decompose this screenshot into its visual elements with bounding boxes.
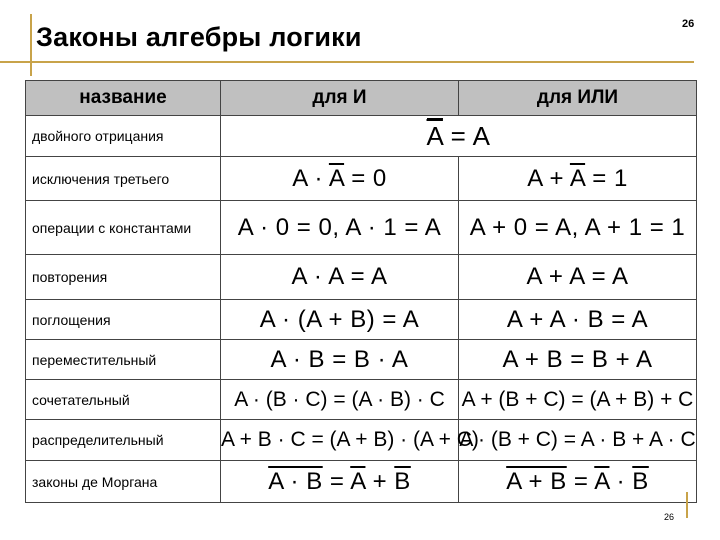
table-row [26, 340, 697, 380]
law-formula-or: A + 0 = A, A + 1 = 1 [459, 201, 697, 255]
table-row [26, 157, 697, 201]
law-formula-and: A + B · C = (A + B) · (A + C) [221, 420, 459, 461]
law-formula-or: $A + \overline{A} = 1$ [459, 157, 697, 201]
logic-laws-table [25, 80, 697, 503]
law-formula-and: A · (A + B) = A [221, 300, 459, 340]
law-formula-and: A · (B · C) = (A · B) · C [221, 380, 459, 420]
page-number-bottom: 26 [664, 512, 675, 522]
law-formula-and: A · B = B · A [221, 340, 459, 380]
law-formula-or: A + (B + C) = (A + B) + C [459, 380, 697, 420]
law-formula-or: A + A = A [459, 255, 697, 300]
law-name: поглощения [26, 300, 221, 340]
law-formula-and: $A \cdot B = \overline{A} + \overline{B}$ [221, 461, 459, 503]
footer-accent-vertical [686, 492, 688, 518]
table-row [26, 255, 697, 300]
law-formula-or: A · (B + C) = A · B + A · C [459, 420, 697, 461]
law-name: повторения [26, 255, 221, 300]
table-row [26, 300, 697, 340]
law-name: операции с константами [26, 201, 221, 255]
law-name: распределительный [26, 420, 221, 461]
law-formula-and: A · 0 = 0, A · 1 = A [221, 201, 459, 255]
law-name: исключения третьего [26, 157, 221, 201]
table-row [26, 461, 697, 503]
table-row [26, 380, 697, 420]
law-formula-or: A + A · B = A [459, 300, 697, 340]
law-formula-or: A + B = B + A [459, 340, 697, 380]
page-title: Законы алгебры логики [36, 22, 362, 52]
law-name: сочетательный [26, 380, 221, 420]
page-number-top: 26 [682, 18, 695, 30]
header-name: название [26, 81, 221, 116]
law-formula-or: $A + B = \overline{A} \cdot \overline{B}$ [459, 461, 697, 503]
table-row [26, 420, 697, 461]
header-or: для ИЛИ [459, 81, 697, 116]
law-formula-and: $A \cdot \overline{A} = 0$ [221, 157, 459, 201]
header-and: для И [221, 81, 459, 116]
title-underline [0, 61, 694, 63]
title-accent-vertical [30, 14, 32, 76]
law-name: двойного отрицания [26, 116, 221, 157]
table-row [26, 116, 697, 157]
table-header-row [26, 81, 697, 116]
law-formula-merged: $\overline{A} = A$ [221, 116, 697, 157]
table-row [26, 201, 697, 255]
law-name: законы де Моргана [26, 461, 221, 503]
law-name: переместительный [26, 340, 221, 380]
law-formula-and: A · A = A [221, 255, 459, 300]
